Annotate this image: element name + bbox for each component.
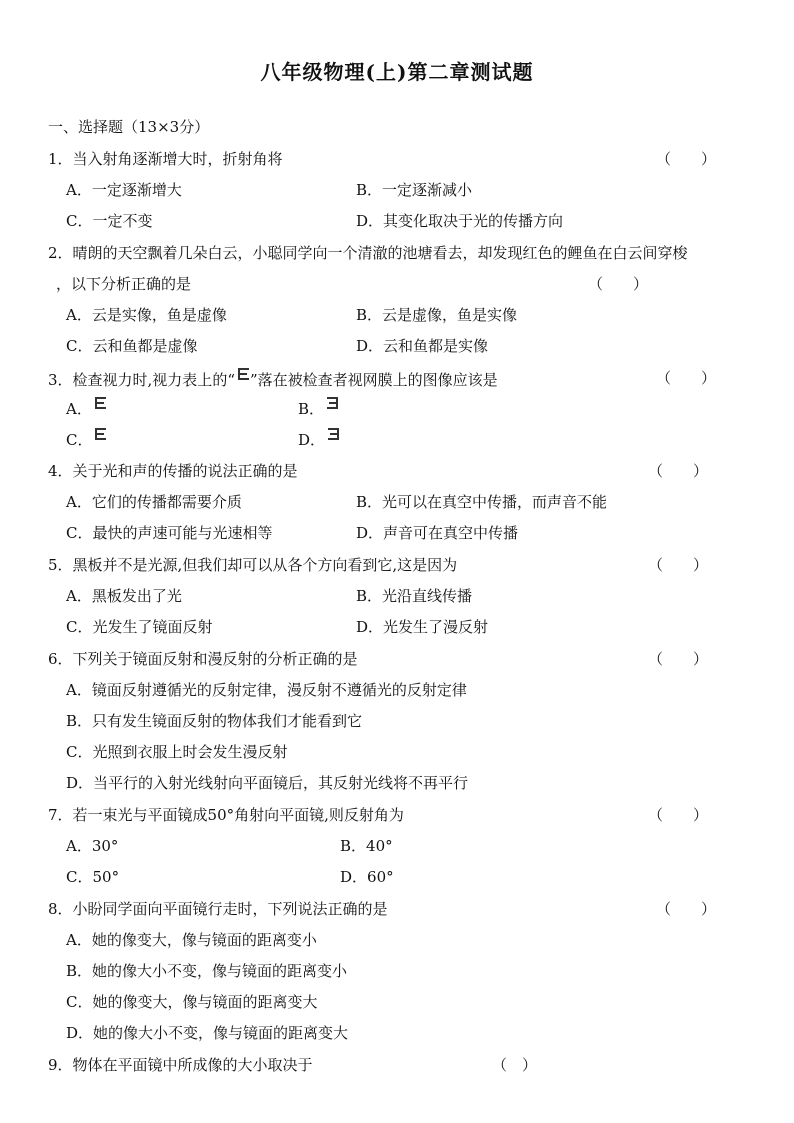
q3-option-b-label: B．: [298, 400, 325, 418]
answer-paren-6: （ ）: [648, 650, 709, 668]
q6-option-b: B．只有发生镜面反射的物体我们才能看到它: [66, 712, 363, 730]
q5-option-a: A．黑板发出了光: [66, 587, 182, 605]
e-flipped-icon: [94, 427, 107, 441]
question-3-stem: [48, 367, 498, 390]
answer-paren-5: （ ）: [648, 556, 709, 574]
question-6-stem: 6．下列关于镜面反射和漫反射的分析正确的是: [48, 650, 358, 668]
e-upright-icon: [94, 396, 107, 410]
q6-option-a: A．镜面反射遵循光的反射定律，漫反射不遵循光的反射定律: [66, 681, 467, 699]
q3-option-a: [66, 396, 107, 419]
answer-paren-9: （ ）: [492, 1056, 538, 1074]
q7-option-b: B．40°: [340, 837, 393, 855]
q7-option-d: D．60°: [340, 868, 394, 886]
question-2-stem: 2．晴朗的天空飘着几朵白云，小聪同学向一个清澈的池塘看去，却发现红色的鲤鱼在白云间穿梭: [48, 244, 688, 262]
q1-option-d: D．其变化取决于光的传播方向: [356, 212, 564, 230]
q3-option-c: [66, 427, 107, 450]
q2-option-b: B．云是虚像，鱼是实像: [356, 306, 518, 324]
answer-paren-1: （ ）: [656, 150, 717, 168]
question-9-stem: 9．物体在平面镜中所成像的大小取决于: [48, 1056, 313, 1074]
q8-option-d: D．她的像大小不变，像与镜面的距离变大: [66, 1024, 349, 1042]
q5-option-b: B．光沿直线传播: [356, 587, 473, 605]
q5-option-d: D．光发生了漫反射: [356, 618, 489, 636]
page-title: 八年级物理(上)第二章测试题: [260, 60, 534, 84]
question-3-stem-part-2: ”落在被检查者视网膜上的图像应该是: [249, 371, 498, 389]
q3-option-d: [298, 427, 340, 450]
q1-option-c: C．一定不变: [66, 212, 153, 230]
answer-paren-7: （ ）: [648, 806, 709, 824]
q1-option-a: A．一定逐渐增大: [66, 181, 182, 199]
question-2-stem-continued: ，以下分析正确的是: [56, 275, 192, 293]
question-5-stem: 5．黑板并不是光源,但我们却可以从各个方向看到它,这是因为: [48, 556, 458, 574]
section-heading: 一、选择题（13×3分）: [48, 118, 210, 136]
question-3-stem-part-1: 3．检查视力时,视力表上的“: [48, 371, 235, 389]
question-4-stem: 4．关于光和声的传播的说法正确的是: [48, 462, 298, 480]
q3-option-b: [298, 396, 339, 419]
answer-paren-2: （ ）: [588, 275, 649, 293]
q2-option-c: C．云和鱼都是虚像: [66, 337, 198, 355]
q2-option-a: A．云是实像，鱼是虚像: [66, 306, 227, 324]
q7-option-c: C．50°: [66, 868, 120, 886]
q5-option-c: C．光发生了镜面反射: [66, 618, 213, 636]
q6-option-d: D．当平行的入射光线射向平面镜后，其反射光线将不再平行: [66, 774, 469, 792]
q3-option-a-label: A．: [66, 400, 92, 418]
eye-chart-e-icon: [237, 367, 250, 381]
q3-option-c-label: C．: [66, 431, 93, 449]
answer-paren-8: （ ）: [656, 900, 717, 918]
q4-option-b: B．光可以在真空中传播，而声音不能: [356, 493, 608, 511]
q4-option-a: A．它们的传播都需要介质: [66, 493, 242, 511]
answer-paren-3: （ ）: [656, 369, 717, 387]
q4-option-d: D．声音可在真空中传播: [356, 524, 519, 542]
question-7-stem: 7．若一束光与平面镜成50°角射向平面镜,则反射角为: [48, 806, 404, 824]
answer-paren-4: （ ）: [648, 462, 709, 480]
question-1-stem: 1．当入射角逐渐增大时，折射角将: [48, 150, 283, 168]
q6-option-c: C．光照到衣服上时会发生漫反射: [66, 743, 288, 761]
q3-option-d-label: D．: [298, 431, 326, 449]
e-rotated-icon: [327, 427, 340, 441]
q1-option-b: B．一定逐渐减小: [356, 181, 473, 199]
q2-option-d: D．云和鱼都是实像: [356, 337, 489, 355]
q8-option-b: B．她的像大小不变，像与镜面的距离变小: [66, 962, 348, 980]
e-mirrored-icon: [326, 396, 339, 410]
q7-option-a: A．30°: [66, 837, 119, 855]
q8-option-c: C．她的像变大，像与镜面的距离变大: [66, 993, 318, 1011]
q4-option-c: C．最快的声速可能与光速相等: [66, 524, 273, 542]
question-8-stem: 8．小盼同学面向平面镜行走时，下列说法正确的是: [48, 900, 388, 918]
q8-option-a: A．她的像变大，像与镜面的距离变小: [66, 931, 317, 949]
